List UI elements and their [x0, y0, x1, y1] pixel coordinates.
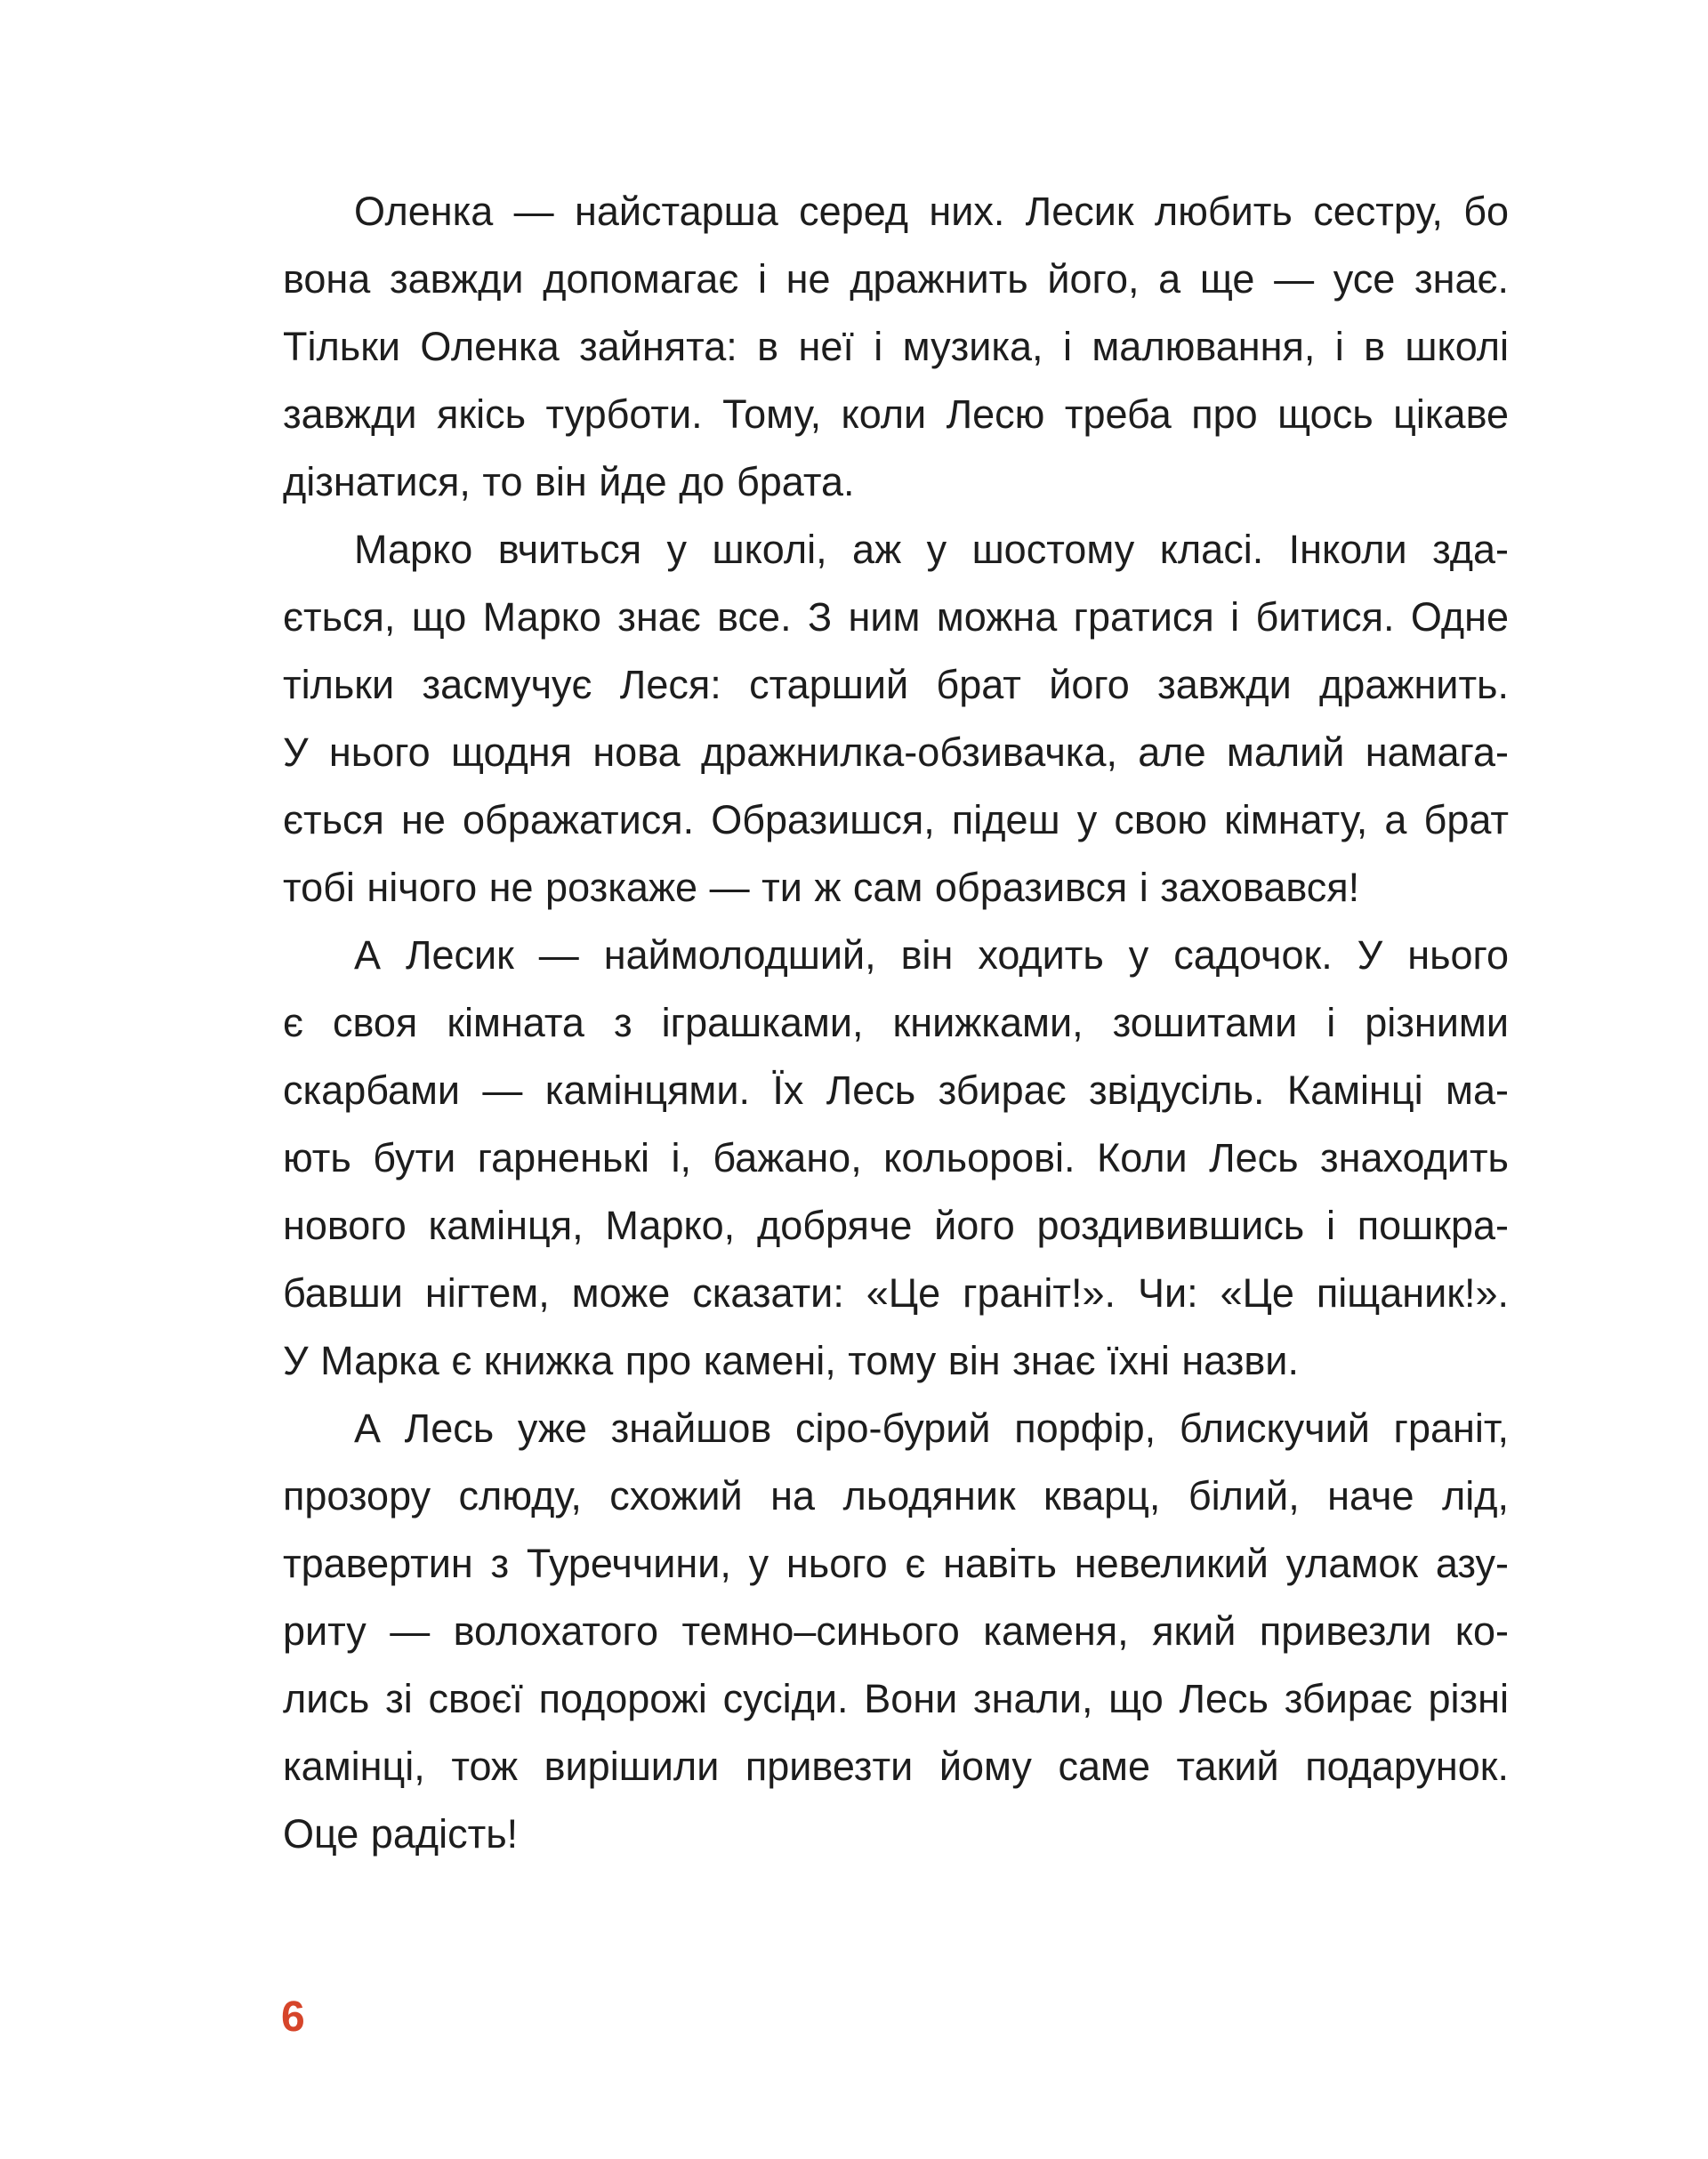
text-line: прозору слюду, схожий на льодяник кварц, білий, наче лід, [283, 1473, 1509, 1519]
text-line: камінці, тож вирішили привезти йому саме такий подарунок. [283, 1744, 1509, 1789]
text-line: скарбами — камінцями. Їх Лесь збирає звідусіль. Камінці ма- [283, 1067, 1509, 1113]
text-line: У нього щодня нова дражнилка-обзивачка, але малий намага- [283, 729, 1509, 775]
text-line: Оленка — найстарша серед них. Лесик любить сестру, бо [354, 189, 1509, 234]
text-line: травертин з Туреччини, у нього є навіть невеликий уламок азу- [283, 1541, 1509, 1586]
page-text [283, 178, 1509, 1868]
paragraph [283, 1395, 1509, 1868]
text-line: Тільки Оленка зайнята: в неї і музика, і малювання, і в школі [283, 324, 1509, 369]
text-line: тільки засмучує Леся: старший брат його завжди дражнить. [283, 662, 1509, 707]
text-line: Оце радість! [283, 1811, 519, 1857]
text-line: є своя кімната з іграшками, книжками, зошитами і різними [283, 1000, 1509, 1045]
text-line: ють бути гарненькі і, бажано, кольорові. Коли Лесь знаходить [283, 1135, 1509, 1180]
page-number: 6 [281, 1994, 305, 2041]
text-line: А Лесь уже знайшов сіро-бурий порфір, блискучий граніт, [354, 1406, 1509, 1451]
text-line: завжди якісь турботи. Тому, коли Лесю треба про щось цікаве [283, 391, 1509, 437]
text-line: бавши нігтем, може сказати: «Це граніт!». Чи: «Це піщаник!». [283, 1270, 1509, 1316]
text-line: А Лесик — наймолодший, він ходить у садочок. У нього [354, 932, 1509, 978]
text-line: нового камінця, Марко, добряче його роздивившись і пошкра- [283, 1203, 1509, 1248]
text-line: ється, що Марко знає все. З ним можна гратися і битися. Одне [283, 594, 1509, 640]
text-line: Марко вчиться у школі, аж у шостому класі. Інколи зда- [354, 527, 1509, 572]
text-line: ється не ображатися. Образишся, підеш у свою кімнату, а брат [283, 797, 1509, 842]
paragraph [283, 516, 1509, 922]
text-line: тобі нічого не розкаже — ти ж сам образився і заховався! [283, 865, 1360, 910]
text-line: У Марка є книжка про камені, тому він знає їхні назви. [283, 1338, 1299, 1383]
text-line: лись зі своєї подорожі сусіди. Вони знали, що Лесь збирає різні [283, 1676, 1509, 1721]
text-line: риту — волохатого темно–синього каменя, який привезли ко- [283, 1608, 1509, 1654]
paragraph [283, 922, 1509, 1395]
paragraph [283, 178, 1509, 516]
text-line: дізнатися, то він йде до брата. [283, 459, 855, 504]
text-line: вона завжди допомагає і не дражнить його, а ще — усе знає. [283, 256, 1509, 302]
